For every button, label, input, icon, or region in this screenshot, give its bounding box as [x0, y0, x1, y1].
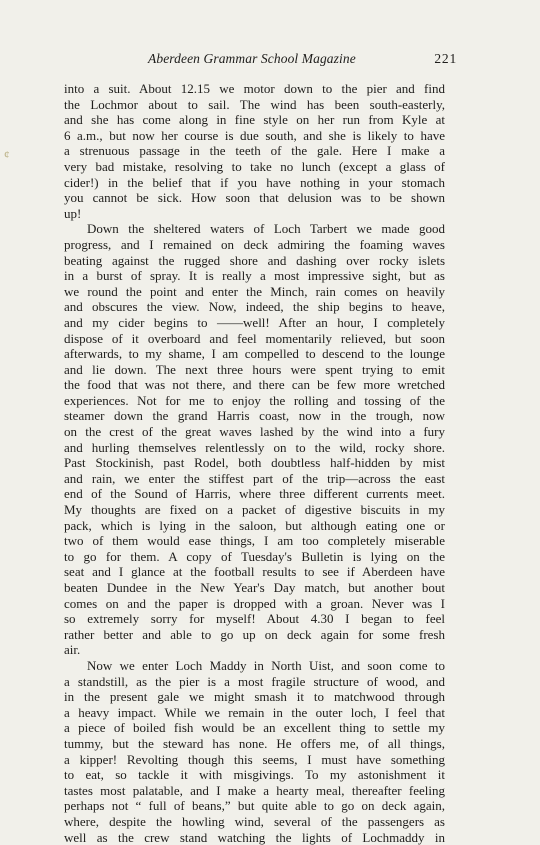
page-number: 221 — [434, 51, 457, 66]
text-line: up! — [64, 205, 82, 221]
margin-mark: ¢ — [4, 149, 10, 161]
text-line: and hurling themselves relentlessly on to the wild, rocky shore. — [64, 439, 445, 455]
text-line: afterwards, to my shame, I am compelled to descend to the lounge — [64, 346, 445, 362]
text-line: perhaps not “ full of beans,” but quite able to go on deck again, — [64, 798, 445, 814]
text-line: comes on and the paper is dropped with a groan. Never was I — [64, 595, 445, 611]
text-line: so extremely sorry for myself! About 4.30 I began to feel — [64, 611, 445, 627]
article-body — [64, 81, 445, 845]
text-line: in a burst of spray. It is really a most impressive sight, but as — [64, 268, 445, 284]
text-line: Now we enter Loch Maddy in North Uist, and soon come to — [87, 657, 445, 673]
paragraph — [64, 658, 445, 845]
text-line: tastes most palatable, and I make a hearty meal, thereafter feeling — [64, 782, 445, 798]
text-line: Past Stockinish, past Rodel, both doubtless half-hidden by mist — [64, 455, 445, 471]
text-line: and lie down. The next three hours were spent trying to emit — [64, 361, 445, 377]
text-line: and my cider begins to ——well! After an hour, I completely — [64, 314, 445, 330]
text-line: end of the Sound of Harris, where three different currents meet. — [64, 486, 445, 502]
text-line: a strenuous passage in the teeth of the gale. Here I make a — [64, 143, 445, 159]
text-line: cider!) in the belief that if you have nothing in your stomach — [64, 174, 445, 190]
text-line: the Lochmor about to sail. The wind has been south-easterly, — [64, 96, 445, 112]
text-line: and she has come along in fine style on her run from Kyle at — [64, 112, 445, 128]
text-line: very bad mistake, resolving to take no lunch (except a glass of — [64, 158, 445, 174]
text-line: seat and I glance at the football results to see if Aberdeen have — [64, 564, 445, 580]
text-line: tummy, but the steward has none. He offers me, of all things, — [64, 735, 445, 751]
text-line: air. — [64, 642, 81, 658]
text-line: a piece of boiled fish would be an excellent thing to settle my — [64, 720, 445, 736]
text-line: into a suit. About 12.15 we motor down to the pier and find — [64, 81, 445, 96]
text-line: and obscures the view. Now, indeed, the ship begins to heave, — [64, 299, 445, 315]
text-line: we round the point and enter the Minch, rain comes on heavily — [64, 283, 445, 299]
text-line: you cannot be sick. How soon that delusion was to be shown — [64, 190, 445, 206]
text-line: rather better and able to go up on deck again for some fresh — [64, 626, 445, 642]
text-line: pack, which is lying in the saloon, but although eating one or — [64, 517, 445, 533]
text-line: to eat, so tackle it with misgivings. To my astonishment it — [64, 767, 445, 783]
text-line: two of them would ease things, I am too completely miserable — [64, 533, 445, 549]
text-line: My thoughts are fixed on a packet of digestive biscuits in my — [64, 502, 445, 518]
text-line: to go for them. A copy of Tuesday's Bulletin is lying on the — [64, 548, 445, 564]
magazine-title: Aberdeen Grammar School Magazine — [148, 51, 356, 66]
text-line: beaten Dundee in the New Year's Day match, but another bout — [64, 580, 445, 595]
text-line: experiences. Not for me to enjoy the rolling and tossing of the — [64, 392, 445, 408]
paragraph — [64, 81, 445, 221]
paragraph — [64, 221, 445, 658]
text-line: the food that was not there, and there can be few more wretched — [64, 377, 445, 393]
text-line: a kipper! Revolting though this seems, I must have something — [64, 751, 445, 767]
text-line: beating against the rugged shore and dashing over rocky islets — [64, 252, 445, 268]
text-line: steamer down the grand Harris coast, now in the trough, now — [64, 408, 445, 424]
text-line: in the present gale we might smash it to matchwood through — [64, 689, 445, 705]
text-line: where, despite the howling wind, several of the passengers as — [64, 813, 445, 829]
text-line: dispose of it overboard and feel momentarily relieved, but soon — [64, 330, 445, 346]
text-line: 6 a.m., but now her course is due south, and she is likely to have — [64, 127, 445, 143]
text-line: on the crest of the great waves lashed by the wind into a fury — [64, 424, 445, 440]
text-line: Down the sheltered waters of Loch Tarbert we made good — [87, 221, 445, 237]
text-line: well as the crew stand watching the lights of Lochmaddy in — [64, 829, 445, 845]
text-line: a standstill, as the pier is a most fragile structure of wood, and — [64, 673, 445, 689]
text-line: progress, and I remained on deck admiring the foaming waves — [64, 236, 445, 252]
text-line: and rain, we enter the stiffest part of the trip—across the east — [64, 470, 445, 486]
text-line: a heavy impact. While we remain in the outer loch, I feel that — [64, 704, 445, 720]
running-head — [64, 51, 457, 71]
